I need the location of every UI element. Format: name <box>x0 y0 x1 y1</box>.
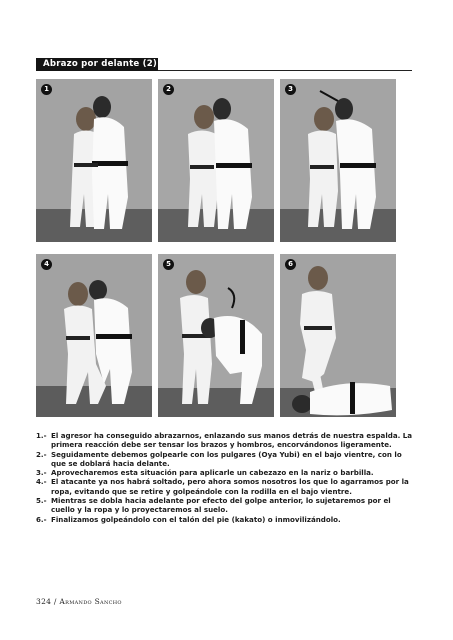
photo-2-image <box>158 79 274 242</box>
instruction-step: 4.- El atacante ya nos habrá soltado, pero ahora somos nosotros los que lo agarramos por la ropa, evitando que se retire y golpeándole con la rodilla en el bajo vientre. <box>36 477 409 496</box>
step-number-badge: 4 <box>41 259 52 270</box>
instruction-step: 2.- Seguidamente debemos golpearle con los pulgares (Oya Yubi) en el bajo vientre, con lo que se doblará hacia delante. <box>36 449 402 468</box>
title-rule <box>158 70 412 71</box>
photo-step-3 <box>280 79 396 242</box>
photo-step-6 <box>280 254 396 417</box>
author-name: Armando Sancho <box>59 597 122 606</box>
photo-3-image <box>280 79 396 242</box>
instruction-step: 3.- Aprovecharemos esta situación para aplicarle un cabezazo en la nariz o barbilla. <box>36 468 374 478</box>
page-number: 324 <box>36 597 52 606</box>
photo-5-image <box>158 254 274 417</box>
photo-step-2 <box>158 79 274 242</box>
page-footer <box>36 597 122 606</box>
step-number-badge: 5 <box>163 259 174 270</box>
instruction-step: 6.- Finalizamos golpeándolo con el talón del pie (kakato) o inmovilizándolo. <box>36 514 341 524</box>
instruction-step: 5.- Mientras se dobla hacia adelante por efecto del golpe anterior, lo sujetaremos por el cuello y la ropa y lo proyectaremos al suelo. <box>36 496 391 515</box>
photo-step-1 <box>36 79 152 242</box>
step-number-badge: 2 <box>163 84 174 95</box>
footer-separator: / <box>53 597 57 606</box>
instruction-list <box>36 431 414 524</box>
photo-4-image <box>36 254 152 417</box>
photo-step-4 <box>36 254 152 417</box>
instruction-step: 1.- El agresor ha conseguido abrazarnos, enlazando sus manos detrás de nuestra espalda. La primera reacción debe ser tensar los brazos y hombros, encorvándonos ligeramente. <box>36 431 413 450</box>
photo-1-image <box>36 79 152 242</box>
section-title: Abrazo por delante (2) <box>36 58 158 71</box>
step-number-badge: 3 <box>285 84 296 95</box>
photo-6-image <box>280 254 396 417</box>
step-number-badge: 6 <box>285 259 296 270</box>
step-number-badge: 1 <box>41 84 52 95</box>
photo-step-5 <box>158 254 274 417</box>
